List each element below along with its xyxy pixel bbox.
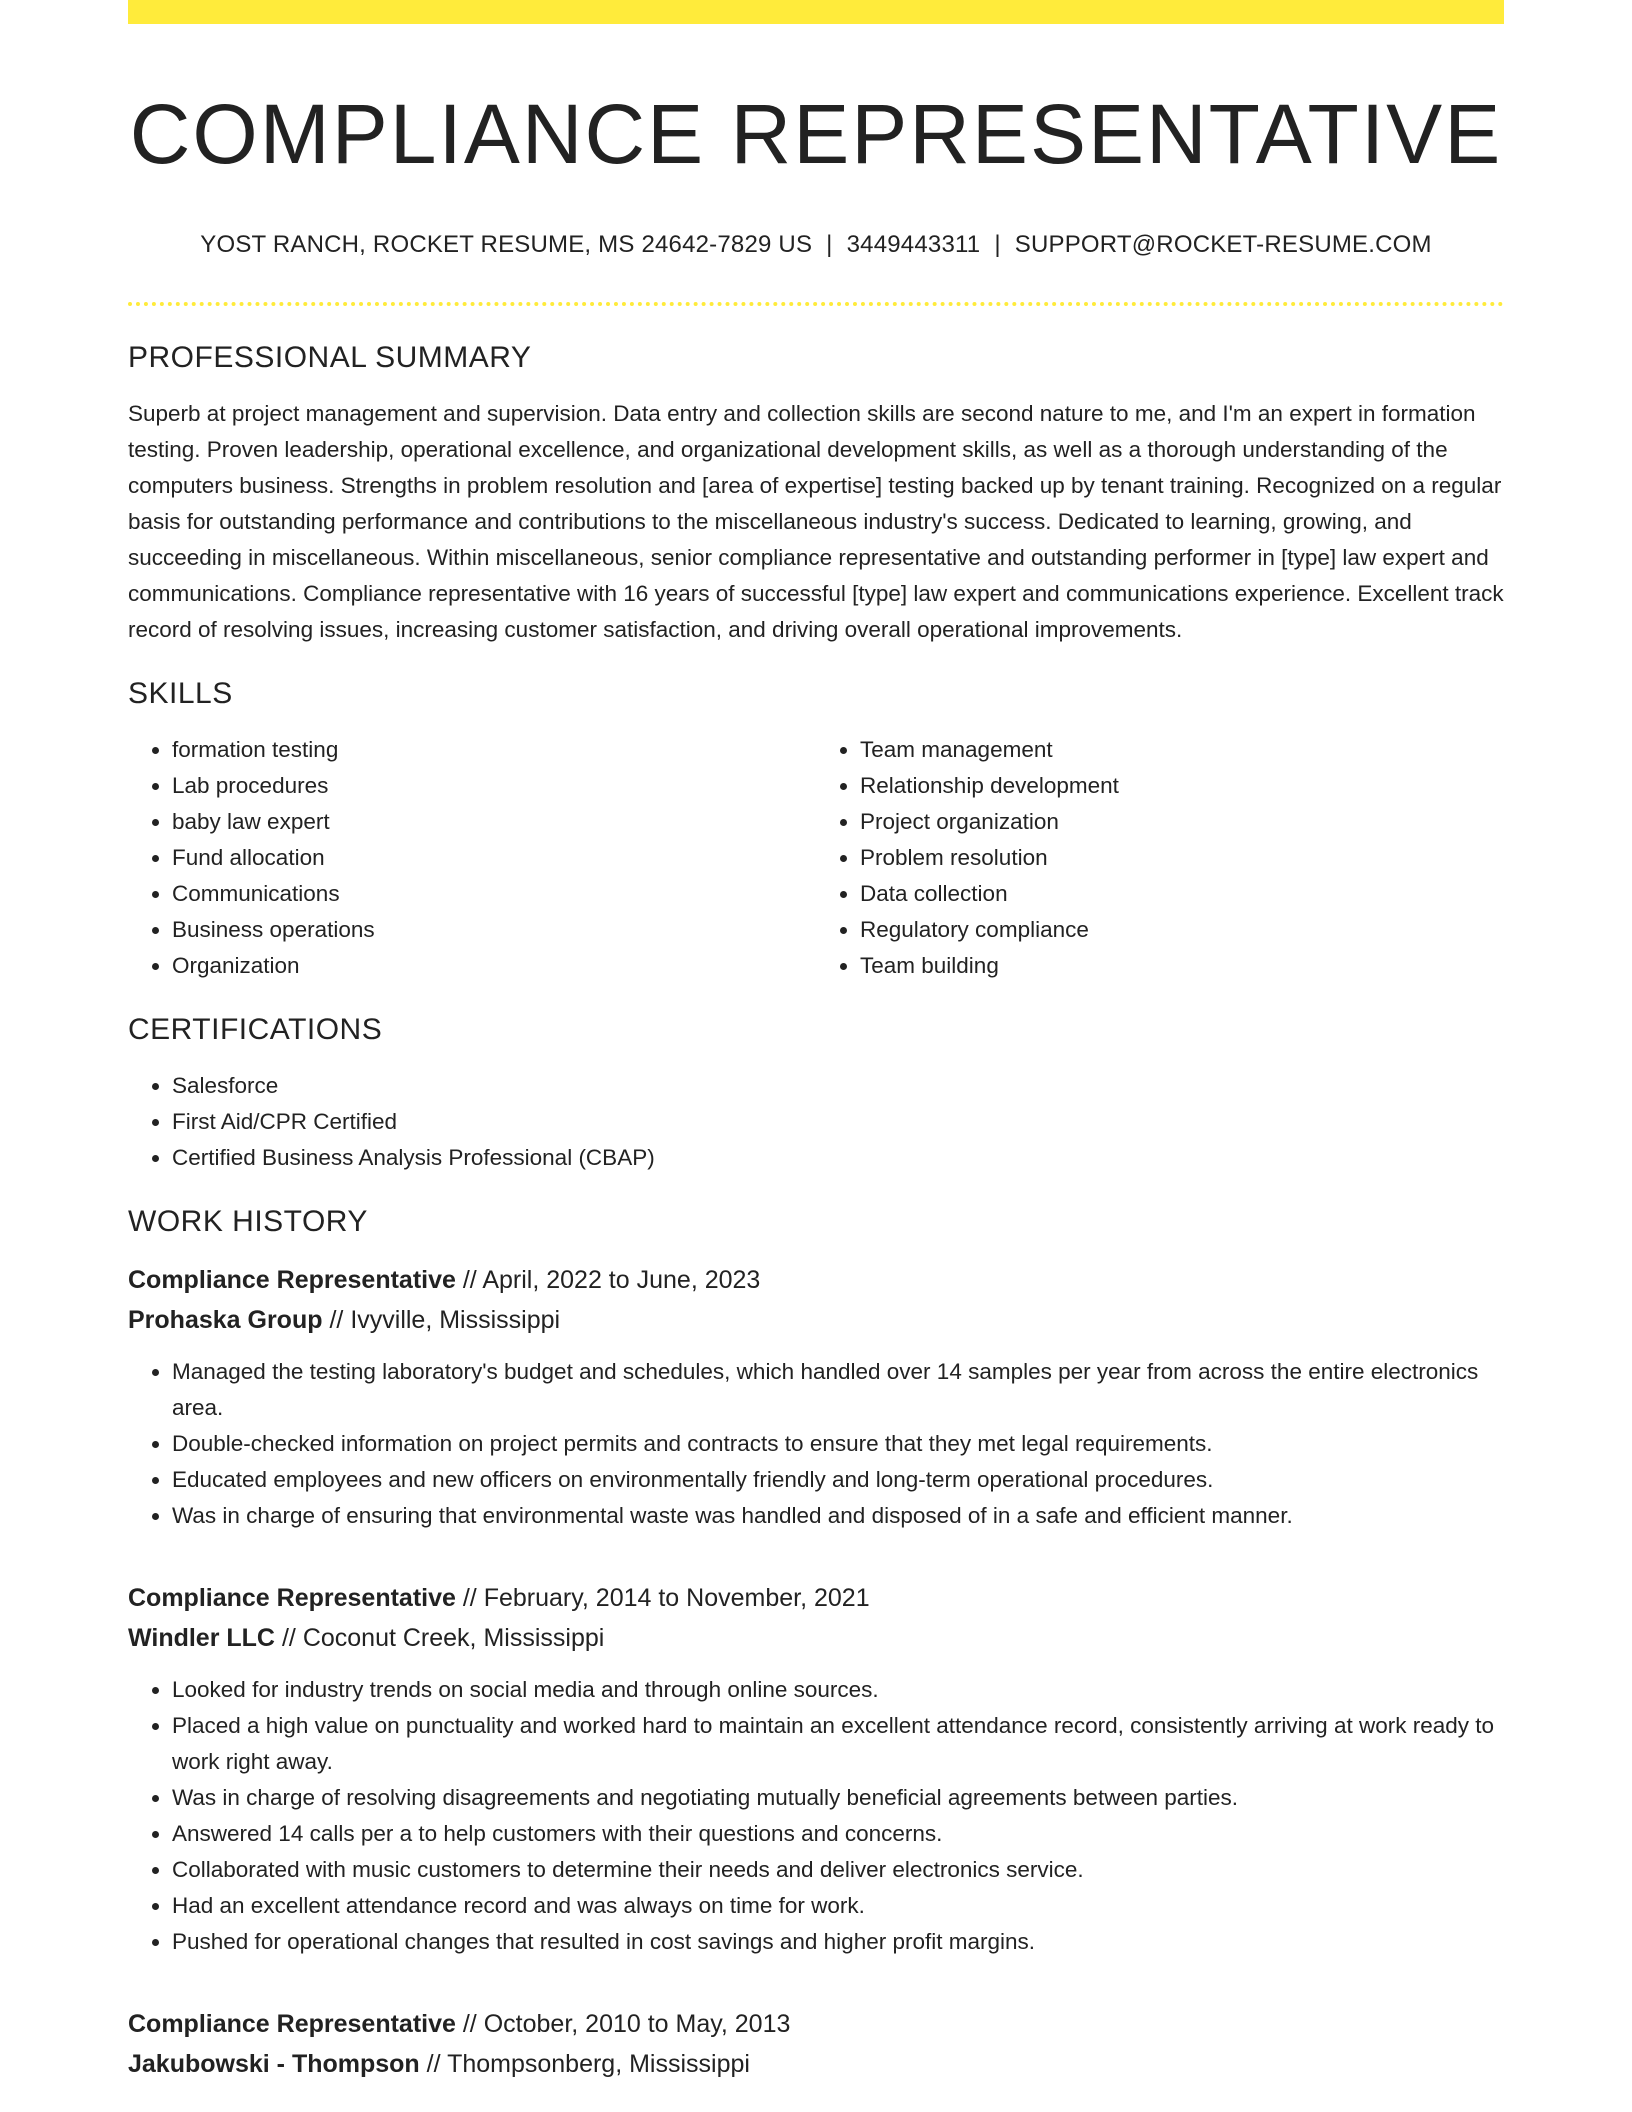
job-bullet: • Educated employees and new officers on environmentally friendly and long-term operational procedures. — [172, 1462, 1504, 1498]
job-bullet: • Answered 14 calls per a to help customers with their questions and concerns. — [172, 1816, 1504, 1852]
skills-left-list — [128, 732, 816, 984]
job-bullet: • Double-checked information on project permits and contracts to ensure that they met legal requirements. — [172, 1426, 1504, 1462]
skills-section — [128, 676, 1504, 984]
job-dates: April, 2022 to June, 2023 — [482, 1266, 761, 1294]
job-title-line — [128, 2004, 1504, 2044]
job-dates: October, 2010 to May, 2013 — [483, 2010, 791, 2038]
job-title: Compliance Representative — [128, 2010, 456, 2038]
skill-item: • Regulatory compliance — [860, 912, 1504, 948]
contact-phone: 3449443311 — [846, 231, 981, 258]
contact-line — [128, 230, 1504, 260]
skill-item: • Organization — [172, 948, 816, 984]
job-bullet: • Had an excellent attendance record and was always on time for work. — [172, 1888, 1504, 1924]
job-title: Compliance Representative — [128, 1584, 456, 1612]
job-separator: // — [462, 1266, 477, 1294]
dotted-divider — [128, 302, 1504, 306]
work-history-section — [128, 1204, 1504, 2084]
job-bullet: • Pushed for operational changes that resulted in cost savings and higher profit margins. — [172, 1924, 1504, 1960]
skill-item: • Lab procedures — [172, 768, 816, 804]
resume-title: COMPLIANCE REPRESENTATIVE — [129, 87, 1503, 181]
accent-top-bar — [128, 0, 1504, 24]
job-bullet: • Was in charge of ensuring that environmental waste was handled and disposed of in a safe and efficient manner. — [172, 1498, 1504, 1534]
job-bullet: • Placed a high value on punctuality and worked hard to maintain an excellent attendance record, consistently arriving at work ready to work right away. — [172, 1708, 1504, 1780]
job-title-line — [128, 1578, 1504, 1618]
resume-page — [128, 0, 1504, 2084]
contact-separator: | — [826, 231, 833, 258]
job-location: Coconut Creek, Mississippi — [302, 1624, 605, 1652]
job-title-line — [128, 1260, 1504, 1300]
skill-item: • Problem resolution — [860, 840, 1504, 876]
job-location: Thompsonberg, Mississippi — [447, 2050, 750, 2078]
job-company: Jakubowski - Thompson — [128, 2050, 420, 2078]
summary-text: Superb at project management and supervision. Data entry and collection skills are second nature to me, and I'm an expert in formation testing. Proven leadership, operational excellence, and organizational development skills, as well as a thorough understanding of the computers business. Strengths in problem resolution and [area of expertise] testing backed up by tenant training. Recognized on a regular basis for outstanding performance and contributions to the miscellaneous industry's success. Dedicated to learning, growing, and succeeding in miscellaneous. Within miscellaneous, senior compliance representative and outstanding performer in [type] law expert and communications. Compliance representative with 16 years of successful [type] law expert and communications experience. Excellent track record of resolving issues, increasing customer satisfaction, and driving overall operational improvements. — [128, 401, 1504, 642]
job-entry — [128, 1578, 1504, 1960]
job-company: Windler LLC — [128, 1624, 275, 1652]
job-entry — [128, 2004, 1504, 2084]
job-bullet: • Was in charge of resolving disagreements and negotiating mutually beneficial agreements between parties. — [172, 1780, 1504, 1816]
certification-item: • First Aid/CPR Certified — [172, 1104, 1504, 1140]
job-company-line — [128, 2044, 1504, 2084]
summary-section — [128, 340, 1504, 648]
skill-item: • Fund allocation — [172, 840, 816, 876]
job-dates: February, 2014 to November, 2021 — [483, 1584, 870, 1612]
summary-heading: PROFESSIONAL SUMMARY — [128, 341, 532, 374]
certification-item: • Certified Business Analysis Professional (CBAP) — [172, 1140, 1504, 1176]
job-separator: // — [426, 2050, 441, 2078]
certifications-section — [128, 1012, 1504, 1176]
job-company-line — [128, 1618, 1504, 1658]
contact-separator: | — [994, 231, 1001, 258]
skills-heading: SKILLS — [128, 677, 233, 710]
skill-item: • Team building — [860, 948, 1504, 984]
skill-item: • Team management — [860, 732, 1504, 768]
job-separator: // — [281, 1624, 296, 1652]
skill-item: • Project organization — [860, 804, 1504, 840]
work-history-heading: WORK HISTORY — [128, 1205, 368, 1238]
job-title: Compliance Representative — [128, 1266, 456, 1294]
job-bullet: • Managed the testing laboratory's budget and schedules, which handled over 14 samples per year from across the entire electronics area. — [172, 1354, 1504, 1426]
job-bullet: • Looked for industry trends on social media and through online sources. — [172, 1672, 1504, 1708]
job-company-line — [128, 1300, 1504, 1340]
skills-columns — [128, 732, 1504, 984]
job-bullets — [128, 1672, 1504, 1960]
skill-item: • Data collection — [860, 876, 1504, 912]
job-location: Ivyville, Mississippi — [350, 1306, 561, 1334]
job-bullet: • Collaborated with music customers to determine their needs and deliver electronics service. — [172, 1852, 1504, 1888]
certifications-list — [128, 1068, 1504, 1176]
skill-item: • Communications — [172, 876, 816, 912]
job-separator: // — [462, 1584, 477, 1612]
job-entry — [128, 1260, 1504, 1534]
skill-item: • baby law expert — [172, 804, 816, 840]
job-bullets — [128, 1354, 1504, 1534]
job-separator: // — [329, 1306, 344, 1334]
contact-email: SUPPORT@ROCKET-RESUME.COM — [1014, 231, 1432, 258]
skills-right-list — [816, 732, 1504, 984]
certifications-heading: CERTIFICATIONS — [128, 1013, 383, 1046]
certification-item: • Salesforce — [172, 1068, 1504, 1104]
skill-item: • formation testing — [172, 732, 816, 768]
skill-item: • Business operations — [172, 912, 816, 948]
job-company: Prohaska Group — [128, 1306, 323, 1334]
contact-address: YOST RANCH, ROCKET RESUME, MS 24642-7829 US — [200, 231, 813, 258]
job-separator: // — [462, 2010, 477, 2038]
skill-item: • Relationship development — [860, 768, 1504, 804]
